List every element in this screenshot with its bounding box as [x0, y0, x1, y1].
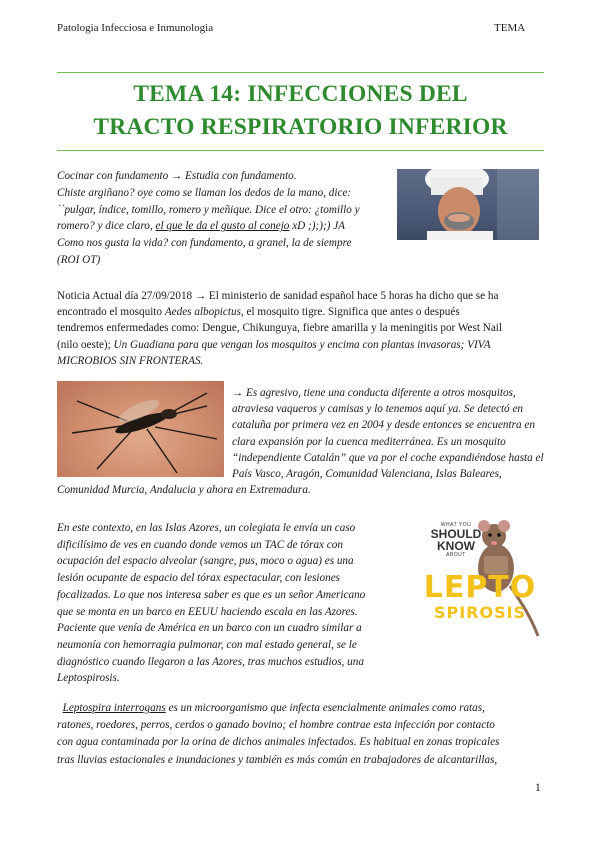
- news-italic-text: Un Guadiana para que vengan los mosquitos y encima con plantas invasoras; VIVA: [113, 338, 491, 351]
- organism-name: Leptospira interrogans: [62, 702, 166, 714]
- azores-line: ocupación del espacio alveolar (sangre, pus, moco o agua) es una: [57, 555, 354, 568]
- chef-illustration: [397, 169, 539, 240]
- poster-small-text: ABOUT: [446, 552, 466, 558]
- leptospira-paragraph: [57, 700, 547, 769]
- poster-big-text: KNOW: [437, 539, 475, 553]
- leptospira-line: tras lluvias estacionales e inundaciones y también es más común en trabajadores de alcantarillas,: [57, 753, 498, 766]
- intro-line: ``pulgar, índice, tomillo, romero y meñique. Dice el otro: ¿tomillo y: [57, 203, 360, 216]
- leptospirosis-poster: [414, 516, 546, 642]
- intro-line: Chiste argiñano? oye como se llaman los dedos de la mano, dice:: [57, 186, 352, 199]
- poster-title: [418, 572, 542, 622]
- poster-heading: [426, 522, 486, 558]
- azores-line: Paciente que venía de América en un barco con un cuadro similar a: [57, 622, 362, 635]
- leptospira-line: ratones, roedores, perros, cerdos o ganado bovino; el hombre contrae esta infección por contacto: [57, 719, 495, 732]
- poster-small-text: WHAT YOU: [440, 522, 472, 528]
- azores-line: dificilísimo de ves en cuando donde vemos un TAC de tórax con: [57, 538, 343, 551]
- poster-word: LEPTO: [423, 570, 537, 605]
- title-bottom-rule: [57, 150, 544, 151]
- news-paragraph: [57, 288, 547, 369]
- intro-line: [57, 218, 392, 235]
- mosquito-photo: [57, 381, 224, 477]
- intro-line: Cocinar con fundamento → Estudia con fundamento.: [57, 170, 297, 182]
- mosquito-paragraph: [232, 385, 545, 482]
- news-text: , el mosquito tigre. Significa que antes o después: [240, 306, 460, 319]
- title-line-2: TRACTO RESPIRATORIO INFERIOR: [93, 114, 508, 140]
- mosquito-line: “independiente Catalán” que va por el coche expandiéndose hasta el: [232, 451, 544, 464]
- chef-photo: [397, 169, 539, 240]
- intro-text: xD ;););) JA: [289, 220, 345, 233]
- azores-line: En este contexto, en las Islas Azores, un colegiata le envía un caso: [57, 522, 356, 534]
- azores-line: que se monta en un barco en EEUU haciendo escala en las Azores.: [57, 605, 358, 618]
- page-title: [57, 78, 544, 144]
- azores-line: neumonía con hemorragia pulmonar, con mal estado general, se le: [57, 638, 357, 651]
- mosquito-line: cataluña por primera vez en 2004 y desde entonces se encuentra en: [232, 419, 535, 432]
- intro-underlined-text: el que le da el gusto al conejo: [155, 220, 290, 233]
- page-number: 1: [535, 782, 541, 794]
- running-header-left: Patologia Infecciosa e Inmunologia: [57, 22, 214, 34]
- mosquito-line: clara expansión por la cuenca mediterránea. Es un mosquito: [232, 435, 506, 448]
- news-line: MICROBIOS SIN FRONTERAS.: [57, 354, 204, 367]
- azores-line: focalizadas. Lo que nos interesa saber es que es un señor Americano: [57, 588, 366, 601]
- news-line: [57, 337, 547, 353]
- news-line: [57, 304, 547, 320]
- species-name: Aedes albopictus: [164, 306, 241, 319]
- azores-line: Leptospirosis.: [57, 672, 120, 685]
- poster-word: SPIROSIS: [433, 603, 527, 622]
- mosquito-line: → Es agresivo, tiene una conducta diferente a otros mosquitos,: [232, 387, 516, 399]
- intro-text: romero? y dice claro,: [57, 220, 156, 233]
- mosquito-line: atraviesa vaqueros y camisas y lo tenemos aquí ya. Se detectó en: [232, 403, 524, 416]
- intro-line: Como nos gusta la vida? con fundamento, a granel, la de siempre: [57, 237, 352, 250]
- leptospira-line: [57, 700, 547, 717]
- intro-line: (ROI OT): [57, 253, 101, 266]
- running-header-right: TEMA: [494, 22, 526, 34]
- mosquito-line-continued: Comunidad Murcia, Andalucia y ahora en Extremadura.: [57, 484, 311, 496]
- azores-line: diagnóstico cuando llegaron a las Azores, tras muchos estudios, una: [57, 655, 364, 668]
- leptospira-text: es un microorganismo que infecta esencialmente animales como ratas,: [165, 702, 485, 714]
- azores-line: lesión ocupante de espacio del tórax espectacular, con lesiones: [57, 572, 341, 585]
- news-line: Noticia Actual día 27/09/2018 → El ministerio de sanidad español hace 5 horas ha dicho que se ha: [57, 290, 499, 302]
- azores-paragraph: [57, 520, 407, 687]
- leptospira-line: con agua contaminada por la orina de dichos animales infectados. Es habitual en zonas tropicales: [57, 736, 500, 749]
- title-top-rule: [57, 72, 544, 73]
- mosquito-line: País Vasco, Aragón, Comunidad Valenciana, Islas Baleares,: [232, 468, 502, 481]
- intro-paragraph: [57, 168, 392, 269]
- news-text: encontrado el mosquito: [57, 306, 165, 319]
- poster-big-text: SHOULD: [430, 527, 482, 541]
- mosquito-illustration: [57, 381, 224, 477]
- news-line: tendremos enfermedades como: Dengue, Chikunguya, fiebre amarilla y la meningitis por West Nail: [57, 322, 503, 335]
- news-text: (nilo oeste);: [57, 338, 114, 351]
- title-line-1: TEMA 14: INFECCIONES DEL: [133, 81, 468, 107]
